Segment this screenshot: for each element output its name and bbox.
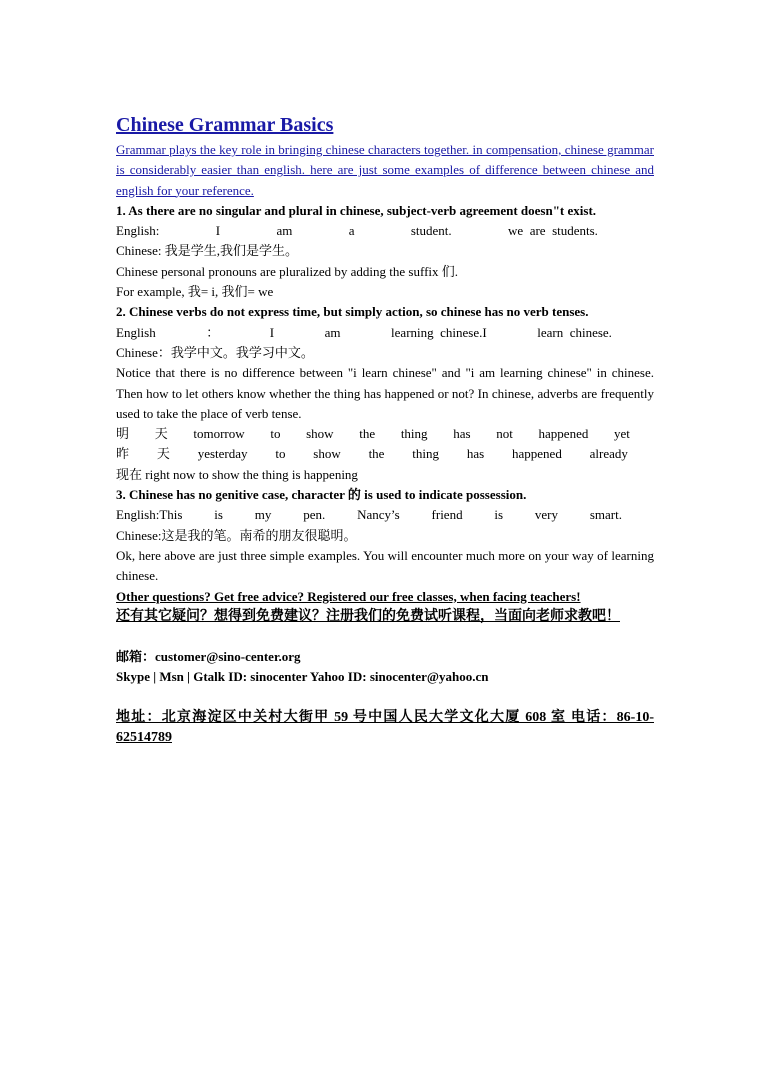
- word: English: [116, 324, 156, 340]
- spacer: [116, 688, 654, 708]
- rule2-english-line: [116, 323, 654, 343]
- contact-address-phone[interactable]: 地址：北京海淀区中关村大街甲 59 号中国人民大学文化大厦 608 室 电话：86-10-62514789: [116, 709, 654, 746]
- word: learn chinese.: [537, 324, 612, 340]
- word: smart.: [589, 507, 622, 523]
- word: the: [368, 446, 385, 462]
- adverb-row-now: 现在 right now to show the thing is happening: [116, 466, 358, 482]
- word: ：: [206, 324, 220, 340]
- word: learning chinese.I: [391, 324, 487, 340]
- contact-email: 邮箱：customer@sino-center.org: [116, 649, 301, 665]
- word: show: [313, 446, 341, 462]
- word: am: [324, 324, 341, 340]
- rule1-english-line: [116, 221, 654, 241]
- word: yesterday: [197, 446, 248, 462]
- adverb-row-tomorrow: [116, 424, 654, 444]
- word: we are students.: [508, 223, 598, 239]
- word: 昨: [116, 446, 130, 462]
- word: thing: [412, 446, 440, 462]
- word: to: [270, 426, 281, 442]
- word: 天: [156, 446, 170, 462]
- word: 天: [154, 426, 168, 442]
- rule1-note: Chinese personal pronouns are pluralized by adding the suffix 们.: [116, 263, 459, 279]
- word: the: [359, 426, 376, 442]
- rule2-heading: 2. Chinese verbs do not express time, but simply action, so chinese has no verb tenses.: [116, 304, 589, 320]
- word: Nancy’s: [357, 507, 400, 523]
- closing-paragraph: Ok, here above are just three simple examples. You will encounter much more on your way of learning chinese.: [116, 547, 654, 584]
- word: a: [348, 223, 355, 239]
- page-title: Chinese Grammar Basics: [116, 114, 334, 136]
- word: I: [215, 223, 221, 239]
- rule2-note: Notice that there is no difference between "i learn chinese" and "i am learning chinese" in chinese. Then how to let others know whether the thing has happened or not? In chinese, adverbs are frequently used to take the place of verb tense.: [116, 365, 654, 421]
- word: English:This: [116, 507, 183, 523]
- adverb-row-yesterday: [116, 444, 654, 464]
- rule3-heading: 3. Chinese has no genitive case, character 的 is used to indicate possession.: [116, 487, 527, 503]
- word: English:: [116, 223, 160, 239]
- word: has: [453, 426, 471, 442]
- rule1-chinese-line: Chinese: 我是学生,我们是学生。: [116, 243, 298, 259]
- word: happened: [538, 426, 589, 442]
- word: thing: [400, 426, 428, 442]
- word: very: [534, 507, 559, 523]
- word: is: [494, 507, 504, 523]
- rule3-chinese-line: Chinese:这是我的笔。南希的朋友很聪明。: [116, 527, 357, 543]
- word: yet: [614, 426, 630, 442]
- questions-link-zh[interactable]: 还有其它疑问？想得到免费建议？注册我们的免费试听课程，当面向老师求教吧！: [116, 608, 620, 624]
- word: 明: [116, 426, 130, 442]
- word: my: [254, 507, 272, 523]
- word: student.: [410, 223, 452, 239]
- word: am: [276, 223, 293, 239]
- contact-ids: Skype | Msn | Gtalk ID: sinocenter Yahoo ID: sinocenter@yahoo.cn: [116, 669, 489, 685]
- rule1-heading: 1. As there are no singular and plural in chinese, subject-verb agreement doesn"t exist.: [116, 202, 597, 218]
- word: tomorrow: [193, 426, 245, 442]
- rule2-chinese-line: Chinese：我学中文。我学习中文。: [116, 344, 314, 360]
- word: show: [306, 426, 334, 442]
- word: happened: [512, 446, 562, 462]
- spacer: [116, 627, 654, 647]
- word: pen.: [303, 507, 326, 523]
- rule1-example: For example, 我= i, 我们= we: [116, 284, 274, 300]
- intro-paragraph[interactable]: Grammar plays the key role in bringing chinese characters together. in compensation, chinese grammar is considerably easier than english. here are just some examples of difference between chinese and english for your reference.: [116, 142, 654, 198]
- word: I: [269, 324, 275, 340]
- questions-link-en[interactable]: Other questions? Get free advice? Registered our free classes, when facing teachers!: [116, 588, 581, 604]
- word: not: [496, 426, 513, 442]
- word: to: [275, 446, 286, 462]
- word: already: [589, 446, 628, 462]
- word: has: [466, 446, 485, 462]
- rule3-english-line: [116, 505, 654, 525]
- word: friend: [431, 507, 463, 523]
- word: is: [214, 507, 223, 523]
